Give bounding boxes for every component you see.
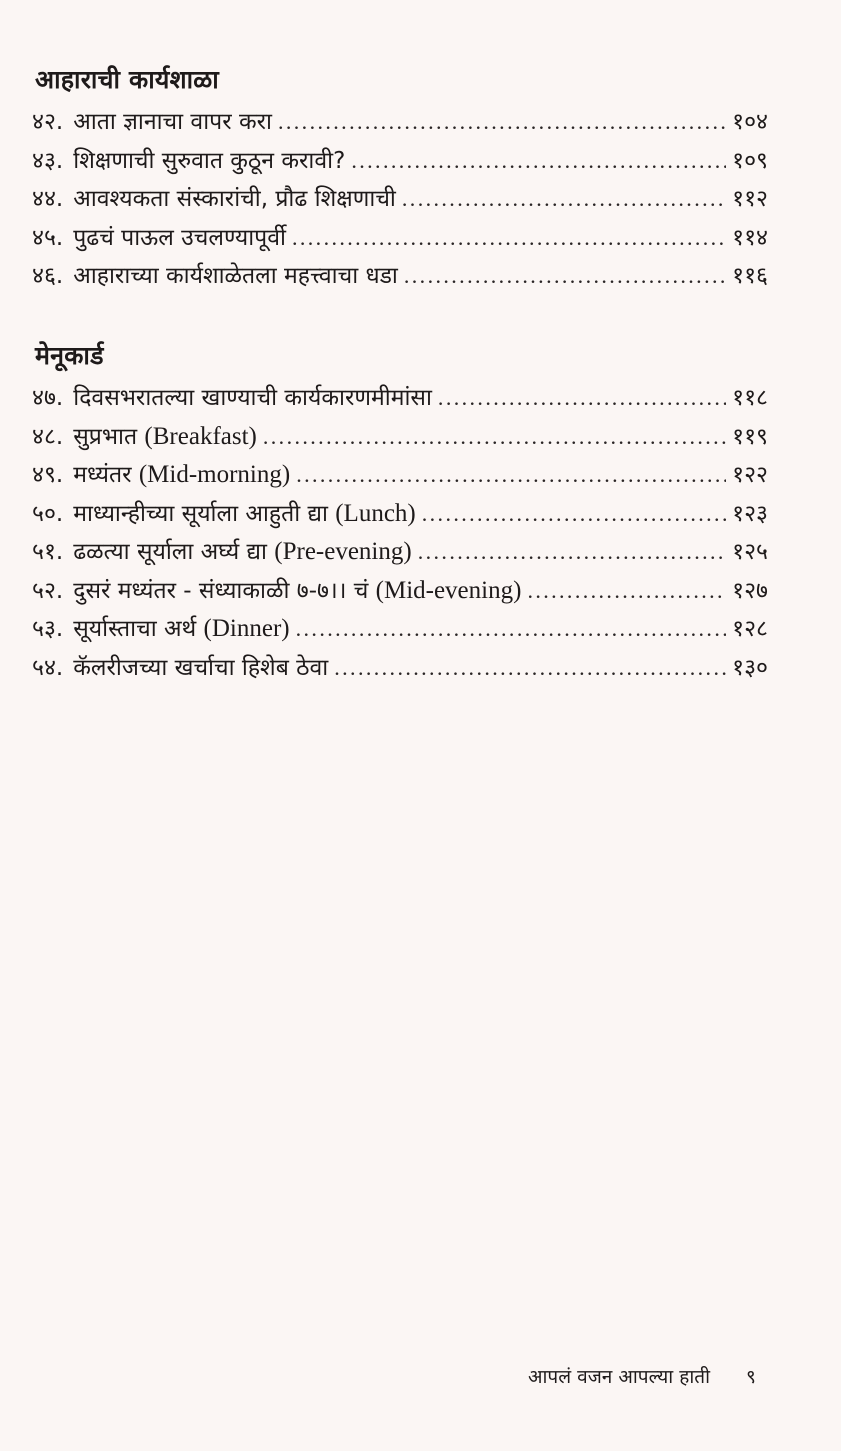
toc-entry-number: ४६. — [32, 263, 64, 289]
toc-entry-title: आवश्यकता संस्कारांची, प्रौढ शिक्षणाची — [73, 186, 396, 212]
toc-entry-number: ४९. — [32, 462, 64, 488]
toc-entry-number: ५४. — [32, 654, 64, 681]
toc-entry — [32, 650, 768, 689]
toc-entry — [32, 380, 768, 419]
section-title-workshop: आहाराची कार्यशाळा — [35, 65, 219, 94]
dot-leader — [263, 424, 726, 450]
toc-entry-number: ५०. — [32, 500, 64, 527]
toc-list-workshop — [32, 104, 768, 297]
toc-entry — [32, 496, 768, 535]
toc-entry — [32, 104, 768, 143]
toc-entry-page: १२३ — [732, 500, 768, 527]
dot-leader — [296, 462, 726, 488]
toc-entry-page: १२७ — [732, 577, 768, 604]
toc-entry-number: ४५. — [32, 224, 64, 251]
toc-entry-number: ४८. — [32, 423, 64, 450]
toc-entry — [32, 258, 768, 297]
toc-entry-number: ५१. — [32, 539, 64, 565]
dot-leader — [418, 539, 726, 565]
toc-entry-title: दुसरं मध्यंतर - संध्याकाळी ७-७।। चं (Mid-evening) — [73, 576, 522, 604]
dot-leader — [422, 501, 726, 527]
toc-entry-number: ५३. — [32, 616, 64, 642]
dot-leader — [334, 655, 726, 681]
dot-leader — [296, 616, 726, 642]
toc-entry-number: ४३. — [32, 147, 64, 174]
toc-entry — [32, 611, 768, 650]
toc-entry — [32, 143, 768, 182]
toc-entry-page: १३० — [732, 654, 768, 681]
toc-entry — [32, 573, 768, 612]
toc-entry-title: दिवसभरातल्या खाण्याची कार्यकारणमीमांसा — [73, 385, 432, 411]
toc-entry-title: शिक्षणाची सुरुवात कुठून करावी? — [73, 147, 346, 174]
dot-leader — [292, 225, 726, 251]
toc-entry-page: ११२ — [732, 186, 768, 212]
dot-leader — [278, 109, 726, 135]
toc-list-menucard — [32, 380, 768, 688]
toc-entry — [32, 220, 768, 259]
toc-entry-page: ११९ — [732, 423, 768, 450]
toc-entry-title: पुढचं पाऊल उचलण्यापूर्वी — [73, 224, 286, 251]
dot-leader — [351, 148, 726, 174]
footer-page-number: ९ — [746, 1366, 756, 1388]
toc-entry-page: ११६ — [732, 263, 768, 289]
toc-entry-page: ११८ — [732, 385, 768, 411]
toc-entry-number: ४४. — [32, 186, 64, 212]
dot-leader — [404, 263, 726, 289]
toc-entry-page: १२२ — [732, 462, 768, 488]
toc-entry-page: १२५ — [732, 539, 768, 565]
toc-entry-title: कॅलरीजच्या खर्चाचा हिशेब ठेवा — [73, 654, 329, 681]
toc-entry — [32, 181, 768, 220]
section-title-menucard: मेनूकार्ड — [35, 341, 104, 370]
toc-entry-title: सूर्यास्ताचा अर्थ (Dinner) — [73, 615, 290, 642]
toc-entry-title: माध्यान्हीच्या सूर्याला आहुती द्या (Lunch) — [73, 499, 416, 527]
dot-leader — [438, 385, 726, 411]
toc-entry — [32, 534, 768, 573]
dot-leader — [527, 578, 726, 604]
toc-entry-number: ५२. — [32, 577, 64, 604]
dot-leader — [402, 186, 726, 212]
toc-entry-title: सुप्रभात (Breakfast) — [73, 422, 257, 450]
toc-entry-page: १०९ — [732, 147, 768, 174]
toc-entry-page: ११४ — [732, 224, 768, 251]
toc-entry — [32, 457, 768, 496]
toc-entry-title: आहाराच्या कार्यशाळेतला महत्त्वाचा धडा — [73, 263, 398, 289]
page-footer — [528, 1363, 756, 1389]
toc-entry-page: १०४ — [732, 109, 768, 135]
toc-entry-number: ४२. — [32, 109, 64, 135]
toc-entry-title: मध्यंतर (Mid-morning) — [73, 461, 291, 488]
toc-entry-title: ढळत्या सूर्याला अर्घ्य द्या (Pre-evening) — [73, 538, 412, 565]
toc-entry-title: आता ज्ञानाचा वापर करा — [73, 109, 272, 135]
footer-book-title: आपलं वजन आपल्या हाती — [528, 1366, 711, 1388]
toc-entry — [32, 419, 768, 458]
toc-entry-page: १२८ — [732, 616, 768, 642]
toc-entry-number: ४७. — [32, 385, 64, 411]
